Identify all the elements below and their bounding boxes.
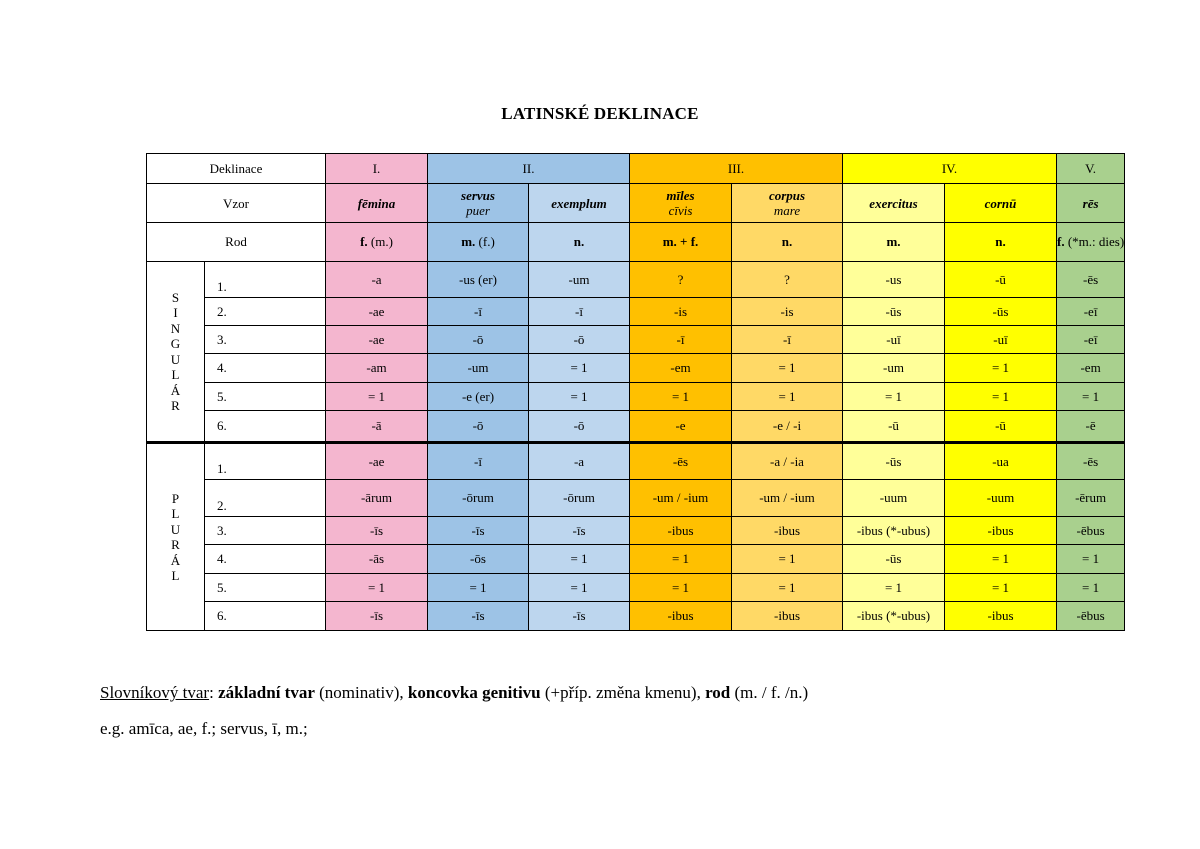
case-number: 5.: [205, 383, 326, 411]
vzor-row: [147, 184, 1125, 223]
case-number: 2.: [205, 480, 326, 517]
ending-cell: ?: [732, 262, 843, 298]
ending-cell: -ērum: [1057, 480, 1125, 517]
plural-row: [147, 545, 1125, 574]
ending-cell: = 1: [843, 383, 945, 411]
singular-row: [147, 326, 1125, 354]
ending-cell: = 1: [529, 354, 630, 383]
dictionary-form-note: Slovníkový tvar: základní tvar (nominativ), koncovka genitivu (+příp. změna kmenu), rod (m. / f. /n.): [100, 683, 809, 702]
declension-5: V.: [1057, 154, 1125, 184]
ending-cell: = 1: [945, 545, 1057, 574]
ending-cell: = 1: [1057, 574, 1125, 602]
ending-cell: ?: [630, 262, 732, 298]
ending-cell: -ū: [945, 262, 1057, 298]
ending-cell: -um / -ium: [630, 480, 732, 517]
ending-cell: -e (er): [428, 383, 529, 411]
singular-row: [147, 411, 1125, 443]
ending-cell: -ā: [326, 411, 428, 443]
ending-cell: -ēs: [1057, 262, 1125, 298]
ending-cell: -is: [732, 298, 843, 326]
ending-cell: -īs: [428, 517, 529, 545]
plural-row: [147, 574, 1125, 602]
ending-cell: = 1: [732, 574, 843, 602]
ending-cell: -ō: [529, 411, 630, 443]
ending-cell: -ēs: [630, 443, 732, 480]
declension-4: IV.: [843, 154, 1057, 184]
singular-row: [147, 298, 1125, 326]
vzor-label: Vzor: [147, 184, 326, 223]
example-note: e.g. amīca, ae, f.; servus, ī, m.;: [100, 719, 308, 738]
ending-cell: -ō: [428, 411, 529, 443]
ending-cell: -ūs: [945, 298, 1057, 326]
vzor-cell: servus puer: [428, 184, 529, 223]
ending-cell: -e / -i: [732, 411, 843, 443]
ending-cell: -ibus: [732, 602, 843, 631]
ending-cell: = 1: [945, 354, 1057, 383]
ending-cell: -ēbus: [1057, 517, 1125, 545]
ending-cell: -is: [630, 298, 732, 326]
ending-cell: = 1: [945, 574, 1057, 602]
rod-cell: n.: [529, 223, 630, 262]
case-number: 2.: [205, 298, 326, 326]
ending-cell: = 1: [732, 354, 843, 383]
vzor-cell: mīles cīvis: [630, 184, 732, 223]
singular-row: [147, 383, 1125, 411]
rod-cell: m. + f.: [630, 223, 732, 262]
declension-1: I.: [326, 154, 428, 184]
ending-cell: -uum: [843, 480, 945, 517]
ending-cell: = 1: [843, 574, 945, 602]
case-number: 3.: [205, 517, 326, 545]
ending-cell: -ae: [326, 298, 428, 326]
ending-cell: -eī: [1057, 298, 1125, 326]
rod-cell: n.: [945, 223, 1057, 262]
ending-cell: -ēs: [1057, 443, 1125, 480]
vzor-cell: cornū: [945, 184, 1057, 223]
declension-3: III.: [630, 154, 843, 184]
ending-cell: -ibus: [945, 602, 1057, 631]
ending-cell: -ē: [1057, 411, 1125, 443]
ending-cell: -eī: [1057, 326, 1125, 354]
rod-cell: m.: [843, 223, 945, 262]
ending-cell: = 1: [732, 383, 843, 411]
ending-cell: -um: [843, 354, 945, 383]
ending-cell: = 1: [529, 383, 630, 411]
vzor-cell: exemplum: [529, 184, 630, 223]
ending-cell: -us: [843, 262, 945, 298]
ending-cell: -ae: [326, 326, 428, 354]
ending-cell: -ibus: [630, 517, 732, 545]
rod-label: Rod: [147, 223, 326, 262]
ending-cell: -ae: [326, 443, 428, 480]
ending-cell: = 1: [732, 545, 843, 574]
ending-cell: -us (er): [428, 262, 529, 298]
case-number: 6.: [205, 411, 326, 443]
ending-cell: -īs: [326, 602, 428, 631]
ending-cell: = 1: [630, 574, 732, 602]
case-number: 6.: [205, 602, 326, 631]
ending-cell: -ibus (*-ubus): [843, 517, 945, 545]
ending-cell: -ī: [630, 326, 732, 354]
ending-cell: -ua: [945, 443, 1057, 480]
vzor-cell: exercitus: [843, 184, 945, 223]
ending-cell: -um / -ium: [732, 480, 843, 517]
ending-cell: = 1: [326, 574, 428, 602]
plural-label: P L U R Á L: [147, 443, 205, 631]
ending-cell: -ōrum: [529, 480, 630, 517]
ending-cell: -uum: [945, 480, 1057, 517]
plural-row: [147, 480, 1125, 517]
vzor-cell: fēmina: [326, 184, 428, 223]
ending-cell: -e: [630, 411, 732, 443]
ending-cell: -a: [529, 443, 630, 480]
ending-cell: -ibus: [732, 517, 843, 545]
ending-cell: -ūs: [843, 545, 945, 574]
ending-cell: = 1: [529, 545, 630, 574]
ending-cell: -ōrum: [428, 480, 529, 517]
singular-row: [147, 262, 1125, 298]
plural-row: [147, 443, 1125, 480]
rod-row: [147, 223, 1125, 262]
ending-cell: = 1: [529, 574, 630, 602]
ending-cell: -īs: [326, 517, 428, 545]
ending-cell: -ibus: [630, 602, 732, 631]
declension-row: [147, 154, 1125, 184]
ending-cell: -ūs: [843, 298, 945, 326]
ending-cell: -em: [1057, 354, 1125, 383]
rod-cell: f. (m.): [326, 223, 428, 262]
ending-cell: -īs: [428, 602, 529, 631]
ending-cell: = 1: [428, 574, 529, 602]
ending-cell: -īs: [529, 517, 630, 545]
plural-row: [147, 602, 1125, 631]
ending-cell: = 1: [630, 545, 732, 574]
case-number: 1.: [205, 262, 326, 298]
ending-cell: -em: [630, 354, 732, 383]
ending-cell: -ī: [428, 298, 529, 326]
plural-row: [147, 517, 1125, 545]
ending-cell: -ī: [732, 326, 843, 354]
rod-cell: n.: [732, 223, 843, 262]
ending-cell: -um: [428, 354, 529, 383]
rod-cell: f. (*m.: dies): [1057, 223, 1125, 262]
ending-cell: -am: [326, 354, 428, 383]
ending-cell: -ō: [428, 326, 529, 354]
deklinace-label: Deklinace: [147, 154, 326, 184]
singular-label: S I N G U L Á R: [147, 262, 205, 443]
ending-cell: -ū: [843, 411, 945, 443]
ending-cell: -ōs: [428, 545, 529, 574]
ending-cell: -ī: [428, 443, 529, 480]
ending-cell: -uī: [843, 326, 945, 354]
ending-cell: -ī: [529, 298, 630, 326]
case-number: 5.: [205, 574, 326, 602]
ending-cell: = 1: [630, 383, 732, 411]
ending-cell: -ū: [945, 411, 1057, 443]
rod-cell: m. (f.): [428, 223, 529, 262]
ending-cell: -īs: [529, 602, 630, 631]
ending-cell: -ō: [529, 326, 630, 354]
ending-cell: -ibus: [945, 517, 1057, 545]
vzor-cell: corpus mare: [732, 184, 843, 223]
case-number: 1.: [205, 443, 326, 480]
page-title: LATINSKÉ DEKLINACE: [501, 104, 699, 123]
ending-cell: = 1: [945, 383, 1057, 411]
ending-cell: -a / -ia: [732, 443, 843, 480]
ending-cell: -ās: [326, 545, 428, 574]
ending-cell: = 1: [326, 383, 428, 411]
case-number: 4.: [205, 354, 326, 383]
ending-cell: = 1: [1057, 383, 1125, 411]
case-number: 3.: [205, 326, 326, 354]
ending-cell: -uī: [945, 326, 1057, 354]
ending-cell: -um: [529, 262, 630, 298]
case-number: 4.: [205, 545, 326, 574]
ending-cell: -ūs: [843, 443, 945, 480]
ending-cell: -ēbus: [1057, 602, 1125, 631]
ending-cell: = 1: [1057, 545, 1125, 574]
ending-cell: -ibus (*-ubus): [843, 602, 945, 631]
singular-row: [147, 354, 1125, 383]
ending-cell: -ārum: [326, 480, 428, 517]
declension-table: [146, 153, 1125, 631]
declension-2: II.: [428, 154, 630, 184]
vzor-cell: rēs: [1057, 184, 1125, 223]
ending-cell: -a: [326, 262, 428, 298]
